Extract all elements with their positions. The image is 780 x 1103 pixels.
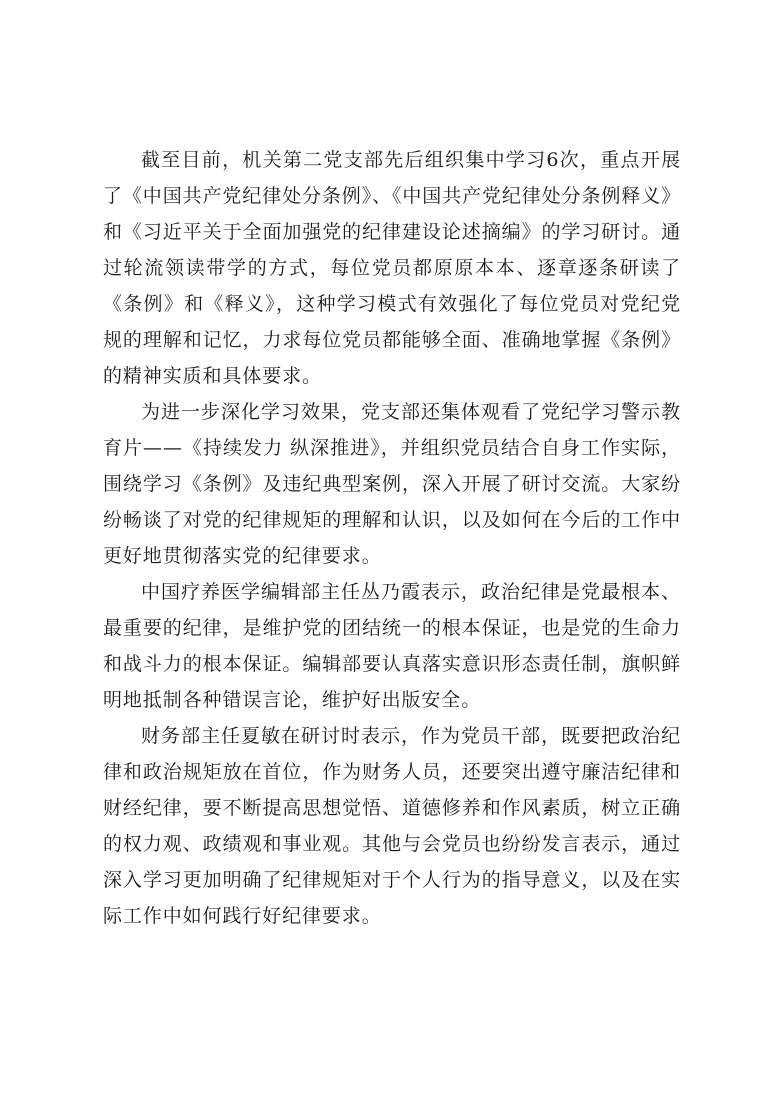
paragraph-warning-film: 为进一步深化学习效果，党支部还集体观看了党纪学习警示教育片——《持续发力 纵深推进》，并组织党员结合自身工作实际，围绕学习《条例》及违纪典型案例，深入开展了研讨交流。大家纷纷畅谈了对党的纪律规矩的理解和认识，以及如何在今后的工作中更好地贯彻落实党的纪律要求。 [103, 401, 681, 567]
document-body [103, 142, 681, 934]
paragraph-finance-remarks: 财务部主任夏敏在研讨时表示，作为党员干部，既要把政治纪律和政治规矩放在首位，作为财务人员，还要突出遵守廉洁纪律和财经纪律，要不断提高思想觉悟、道德修养和作风素质，树立正确的权力观、政绩观和事业观。其他与会党员也纷纷发言表示，通过深入学习更加明确了纪律规矩对于个人行为的指导意义，以及在实际工作中如何践行好纪律要求。 [103, 725, 681, 927]
paragraph-editorial-remarks: 中国疗养医学编辑部主任丛乃霞表示，政治纪律是党最根本、最重要的纪律，是维护党的团结统一的根本保证，也是党的生命力和战斗力的根本保证。编辑部要认真落实意识形态责任制，旗帜鲜明地抵制各种错误言论，维护好出版安全。 [103, 581, 681, 711]
paragraph-study-sessions: 截至目前，机关第二党支部先后组织集中学习6次，重点开展了《中国共产党纪律处分条例》、《中国共产党纪律处分条例释义》和《习近平关于全面加强党的纪律建设论述摘编》的学习研讨。通过轮流领读带学的方式，每位党员都原原本本、逐章逐条研读了《条例》和《释义》，这种学习模式有效强化了每位党员对党纪党规的理解和记忆，力求每位党员都能够全面、准确地掌握《条例》的精神实质和具体要求。 [103, 149, 682, 387]
